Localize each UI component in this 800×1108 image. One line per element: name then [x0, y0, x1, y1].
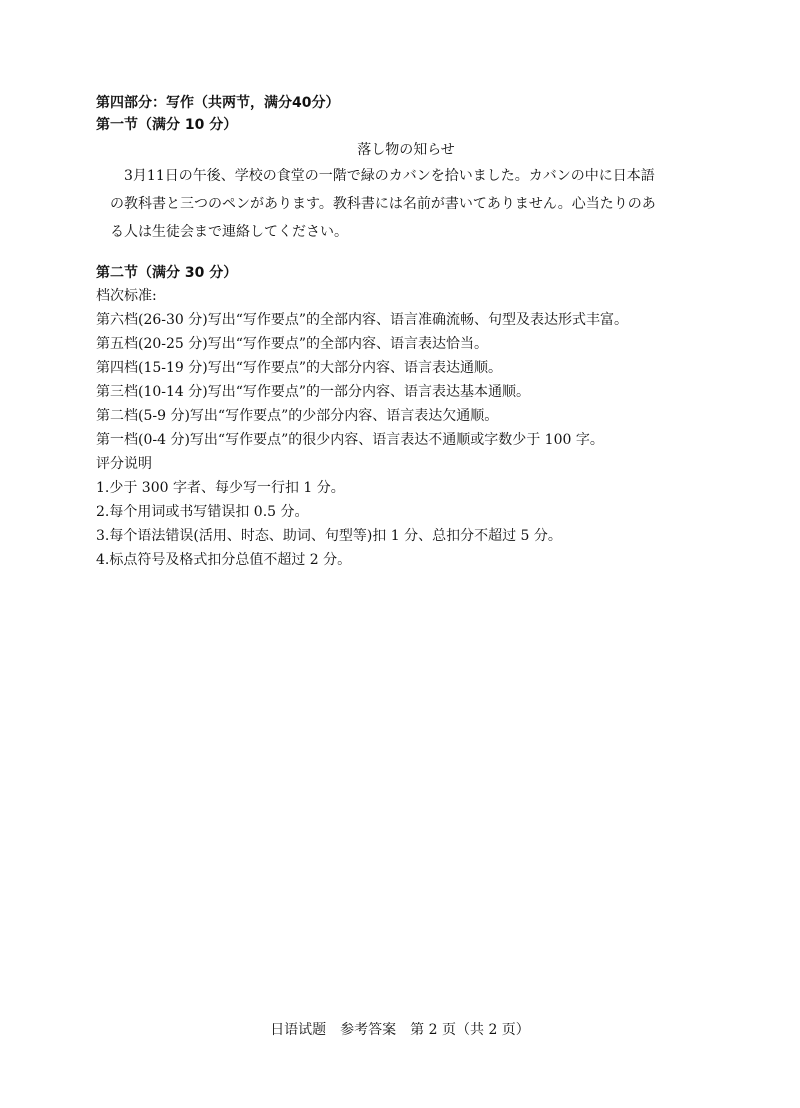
section2-title: 第二节（满分 30 分）	[96, 265, 238, 281]
rubric-label: 档次标准:	[96, 288, 157, 304]
section-spacer	[96, 246, 716, 262]
section1-title: 第一节（满分 10 分）	[96, 117, 238, 133]
notice-title: 落し物の知らせ	[357, 142, 455, 158]
rubric-item: 第六档(26-30 分)写出“写作要点”的全部内容、语言准确流畅、句型及表达形式丰富。	[96, 312, 629, 328]
rubric-item: 第四档(15-19 分)写出“写作要点”的大部分内容、语言表达通顺。	[96, 360, 503, 376]
notice-line-3: る人は生徒会まで連絡してください。	[110, 224, 348, 240]
scoring-rule: 4.标点符号及格式扣分总值不超过 2 分。	[96, 552, 352, 568]
page-footer: 日语试题 参考答案 第 2 页（共 2 页）	[270, 1022, 530, 1038]
scoring-rule: 2.每个用词或书写错误扣 0.5 分。	[96, 504, 309, 520]
page-content	[96, 92, 716, 572]
rubric-item: 第三档(10-14 分)写出“写作要点”的一部分内容、语言表达基本通顺。	[96, 384, 531, 400]
rubric-item: 第五档(20-25 分)写出“写作要点”的全部内容、语言表达恰当。	[96, 336, 489, 352]
scoring-rule: 3.每个语法错误(活用、时态、助词、句型等)扣 1 分、总扣分不超过 5 分。	[96, 528, 562, 544]
rubric-block	[96, 284, 716, 452]
scoring-rules-block	[96, 452, 716, 572]
scoring-label: 评分说明	[96, 456, 152, 472]
rubric-item: 第二档(5-9 分)写出“写作要点”的少部分内容、语言表达欠通顺。	[96, 408, 499, 424]
notice-body	[96, 162, 716, 246]
notice-line-1: 3月11日の午後、学校の食堂の一階で緑のカバンを拾いました。カバンの中に日本語	[124, 168, 655, 184]
rubric-item: 第一档(0-4 分)写出“写作要点”的很少内容、语言表达不通顺或字数少于 100 字。	[96, 432, 604, 448]
scoring-rule: 1.少于 300 字者、每少写一行扣 1 分。	[96, 480, 345, 496]
part-title: 第四部分：写作（共两节，满分40分）	[96, 95, 340, 111]
notice-line-2: の教科書と三つのペンがあります。教科書には名前が書いてありません。心当たりのあ	[110, 196, 656, 212]
